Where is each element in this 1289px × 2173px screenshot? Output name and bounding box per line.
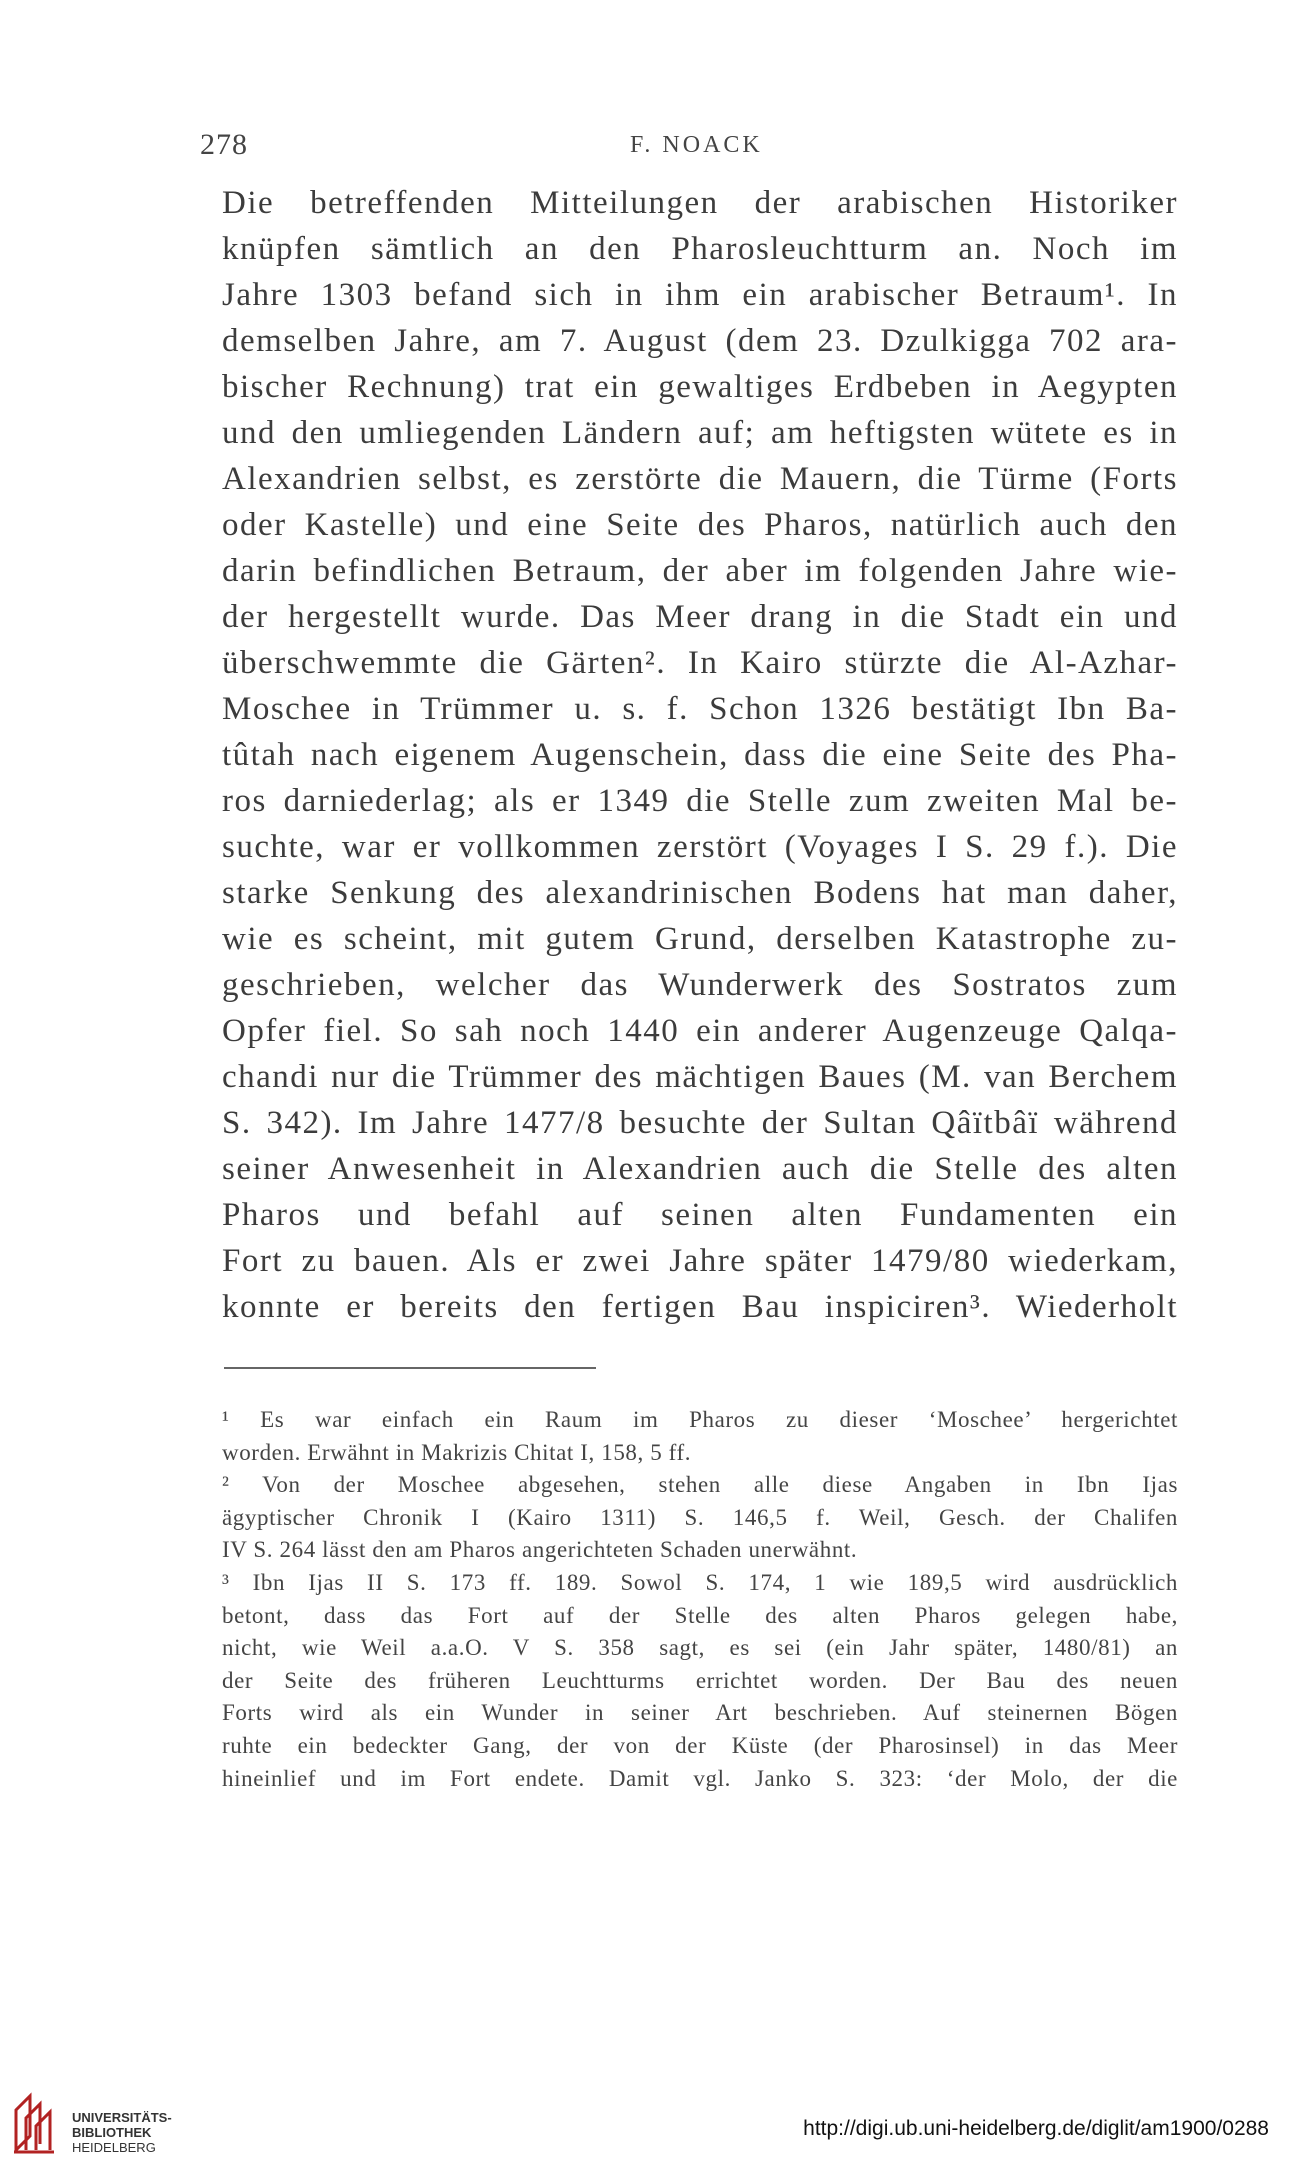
body-line: Moschee in Trümmer u. s. f. Schon 1326 bestätigt Ibn Ba- — [222, 691, 1178, 727]
body-line: überschwemmte die Gärten². In Kairo stürzte die Al-Azhar- — [222, 645, 1178, 681]
body-line: tûtah nach eigenem Augenschein, dass die eine Seite des Pha- — [222, 737, 1178, 773]
body-line: demselben Jahre, am 7. August (dem 23. Dzulkigga 702 ara- — [222, 323, 1178, 359]
footnote-divider — [224, 1367, 596, 1369]
footnote-line: hineinlief und im Fort endete. Damit vgl. Janko S. 323: ‘der Molo, der die — [222, 1765, 1178, 1791]
body-line: Die betreffenden Mitteilungen der arabischen Historiker — [222, 185, 1178, 221]
logo-line: UNIVERSITÄTS- — [72, 2110, 172, 2125]
body-line: geschrieben, welcher das Wunderwerk des Sostratos zum — [222, 967, 1178, 1003]
footnote-line: IV S. 264 lässt den am Pharos angerichteten Schaden unerwähnt. — [222, 1537, 858, 1563]
body-line: chandi nur die Trümmer des mächtigen Baues (M. van Berchem — [222, 1059, 1178, 1095]
body-line: und den umliegenden Ländern auf; am heftigsten wütete es in — [222, 415, 1178, 451]
body-line: oder Kastelle) und eine Seite des Pharos, natürlich auch den — [222, 507, 1178, 543]
footnote-line: nicht, wie Weil a.a.O. V S. 358 sagt, es sei (ein Jahr später, 1480/81) an — [222, 1635, 1178, 1661]
footnote-line: worden. Erwähnt in Makrizis Chitat I, 158, 5 ff. — [222, 1439, 692, 1465]
body-line: der hergestellt wurde. Das Meer drang in die Stadt ein und — [222, 599, 1178, 635]
body-line: Jahre 1303 befand sich in ihm ein arabischer Betraum¹. In — [222, 277, 1178, 313]
body-line: darin befindlichen Betraum, der aber im folgenden Jahre wie- — [222, 553, 1178, 589]
logo-line: BIBLIOTHEK — [72, 2125, 152, 2140]
footnote-line: Forts wird als ein Wunder in seiner Art beschrieben. Auf steinernen Bögen — [222, 1700, 1178, 1726]
body-line: Fort zu bauen. Als er zwei Jahre später 1479/80 wiederkam, — [222, 1243, 1178, 1279]
footnote-line: der Seite des früheren Leuchtturms errichtet worden. Der Bau des neuen — [222, 1667, 1178, 1693]
page-header — [200, 128, 1190, 168]
footnote-line: ¹ Es war einfach ein Raum im Pharos zu dieser ‘Moschee’ hergerichtet — [222, 1407, 1178, 1432]
body-text — [222, 180, 1178, 1330]
footnote-line: ruhte ein bedeckter Gang, der von der Küste (der Pharosinsel) in das Meer — [222, 1732, 1178, 1758]
logo-line: HEIDELBERG — [72, 2140, 156, 2155]
library-logo-icon — [12, 2088, 58, 2154]
footnote-line: ² Von der Moschee abgesehen, stehen alle diese Angaben in Ibn Ijas — [222, 1472, 1178, 1498]
footnote-line: ³ Ibn Ijas II S. 173 ff. 189. Sowol S. 174, 1 wie 189,5 wird ausdrücklich — [222, 1569, 1178, 1595]
body-line: seiner Anwesenheit in Alexandrien auch die Stelle des alten — [222, 1151, 1178, 1187]
body-line: Alexandrien selbst, es zerstörte die Mauern, die Türme (Forts — [222, 461, 1178, 497]
page-number: 278 — [200, 128, 248, 161]
running-head: F. NOACK — [630, 132, 763, 158]
footer — [0, 2070, 1289, 2173]
permalink-url[interactable]: http://digi.ub.uni-heidelberg.de/diglit/am1900/0288 — [803, 2117, 1269, 2140]
footnote-line: betont, dass das Fort auf der Stelle des alten Pharos gelegen habe, — [222, 1602, 1178, 1628]
body-line: ros darniederlag; als er 1349 die Stelle zum zweiten Mal be- — [222, 783, 1178, 819]
body-line: Opfer fiel. So sah noch 1440 ein anderer Augenzeuge Qalqa- — [222, 1013, 1178, 1049]
body-line: Pharos und befahl auf seinen alten Fundamenten ein — [222, 1197, 1178, 1233]
body-line: wie es scheint, mit gutem Grund, derselben Katastrophe zu- — [222, 921, 1178, 957]
footnotes — [222, 1404, 1178, 1795]
body-line: bischer Rechnung) trat ein gewaltiges Erdbeben in Aegypten — [222, 369, 1178, 405]
footnote-line: ägyptischer Chronik I (Kairo 1311) S. 146,5 f. Weil, Gesch. der Chalifen — [222, 1504, 1178, 1530]
body-line: starke Senkung des alexandrinischen Bodens hat man daher, — [222, 875, 1178, 911]
library-logo-text — [72, 2110, 172, 2155]
body-line: konnte er bereits den fertigen Bau inspiciren³. Wiederholt — [222, 1289, 1178, 1325]
body-line: suchte, war er vollkommen zerstört (Voyages I S. 29 f.). Die — [222, 829, 1178, 865]
body-line: knüpfen sämtlich an den Pharosleuchtturm an. Noch im — [222, 231, 1178, 267]
body-line: S. 342). Im Jahre 1477/8 besuchte der Sultan Qâïtbâï während — [222, 1105, 1178, 1141]
